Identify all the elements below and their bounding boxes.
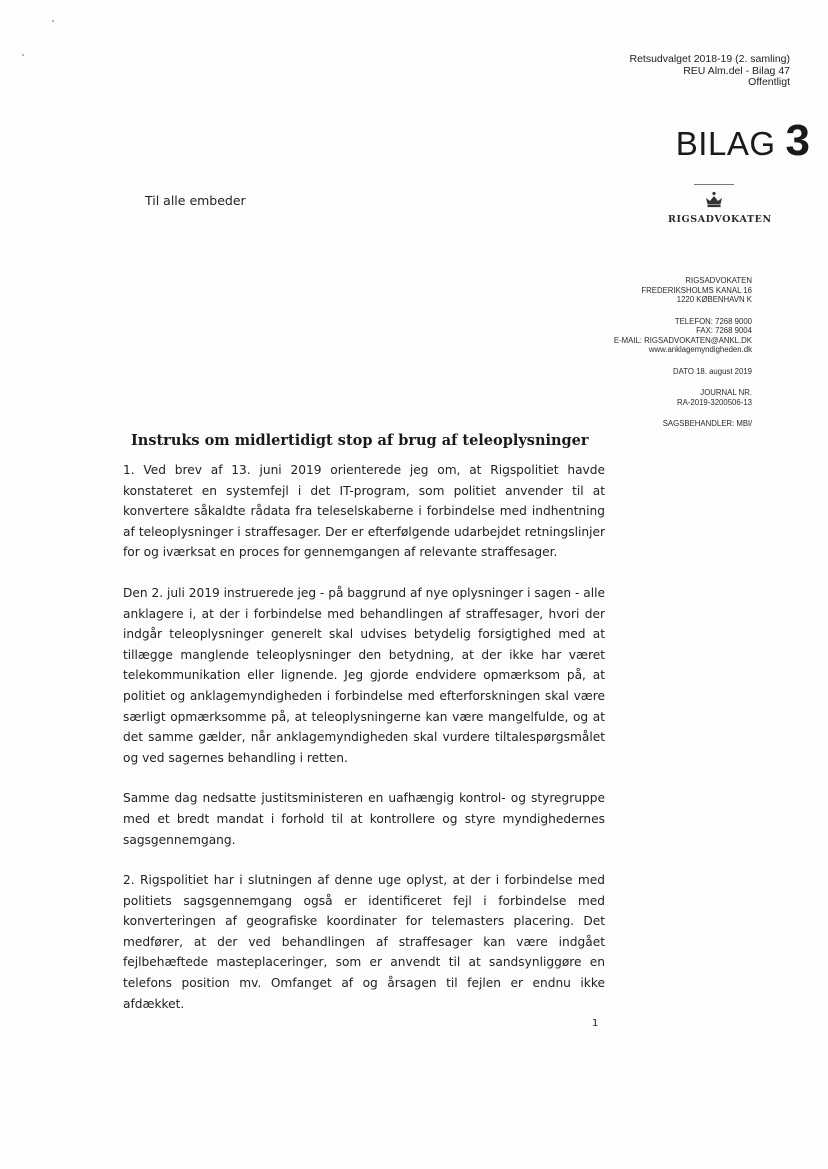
sender-web: www.anklagemyndigheden.dk	[648, 345, 752, 354]
archive-stamp	[629, 54, 790, 89]
bilag-word: BILAG	[675, 125, 776, 162]
crown-icon	[704, 191, 724, 209]
bilag-marker	[676, 116, 810, 166]
sender-phone: TELEFON: 7268 9000	[674, 316, 752, 326]
document-body	[123, 460, 605, 1034]
page-number: 1	[592, 1018, 599, 1029]
sender-info	[614, 276, 752, 441]
stamp-line-2: REU Alm.del - Bilag 47	[683, 64, 790, 77]
sender-journal-number: RA-2019-3200506-13	[677, 397, 752, 407]
sender-journal-block	[614, 388, 752, 407]
logo-rule	[694, 184, 734, 185]
sender-address	[614, 276, 752, 305]
sender-handler-block	[614, 419, 752, 429]
sender-contact	[614, 317, 752, 355]
scan-speck	[52, 20, 54, 22]
body-paragraph: 1. Ved brev af 13. juni 2019 orienterede jeg om, at Rigspolitiet havde konstateret en systemfejl i det IT-program, som politiet anvender til at konvertere såkaldte rådata fra teleselskaberne i forbindelse med indhentning af teleoplysninger i straffesager. Der er efterfølgende udarbejdet retningslinjer for og iværksat en proces for gennemgangen af relevante straffesager.	[123, 463, 605, 560]
sender-handler: SAGSBEHANDLER: MBl/	[662, 419, 752, 428]
sender-journal-label: JOURNAL NR.	[700, 388, 752, 397]
document-title: Instruks om midlertidigt stop af brug af teleoplysninger	[131, 432, 589, 449]
body-paragraph: Samme dag nedsatte justitsministeren en uafhængig kontrol- og styregruppe med et bredt mandat i forhold til at kontrollere og styre myndighedernes sagsgennemgang.	[123, 791, 605, 847]
sender-date-block	[614, 367, 752, 377]
sender-date: DATO 18. august 2019	[672, 366, 752, 376]
sender-org: RIGSADVOKATEN	[685, 276, 752, 285]
logo-name: RIGSADVOKATEN	[668, 214, 772, 225]
stamp-line-3: Offentligt	[748, 76, 790, 88]
stamp-line-1: Retsudvalget 2018-19 (2. samling)	[629, 53, 790, 65]
recipient-line: Til alle embeder	[145, 193, 246, 208]
body-paragraph: Den 2. juli 2019 instruerede jeg - på baggrund af nye oplysninger i sagen - alle anklagere i, at der i forbindelse med behandlingen af straffesager, hvori der indgår teleoplysninger generelt skal udvises betydelig forsigtighed med at tillægge manglende teleoplysninger den betydning, at der ikke har været telekommunikation eller lignende. Jeg gjorde endvidere opmærksom på, at politiet og anklagemyndigheden i forbindelse med efterforskningen skal være særligt opmærksomme på, at teleoplysningerne kan være mangelfulde, og at det samme gælder, når anklagemyndigheden skal vurdere tiltalespørgsmålet og ved sagernes behandling i retten.	[123, 585, 606, 765]
sender-fax: FAX: 7268 9004	[696, 326, 752, 335]
scan-speck	[22, 54, 24, 56]
sender-street: FREDERIKSHOLMS KANAL 16	[641, 285, 752, 295]
body-paragraph: 2. Rigspolitiet har i slutningen af denne uge oplyst, at der i forbindelse med politiets sagsgennemgang også er identificeret fejl i forbindelse med konverteringen af geografiske koordinater for telemasters placering. Det medfører, at der ved behandlingen af straffesager kan være indgået fejlbehæftede masteplaceringer, som er anvendt til at sandsynliggøre en telefons position mv. Omfanget af og årsagen til fejlen er endnu ikke afdækket.	[123, 873, 605, 1011]
sender-city: 1220 KØBENHAVN K	[676, 295, 752, 304]
sender-email: E-MAIL: RIGSADVOKATEN@ANKL.DK	[613, 335, 752, 345]
bilag-number: 3	[785, 116, 810, 165]
sender-logo	[668, 184, 772, 225]
